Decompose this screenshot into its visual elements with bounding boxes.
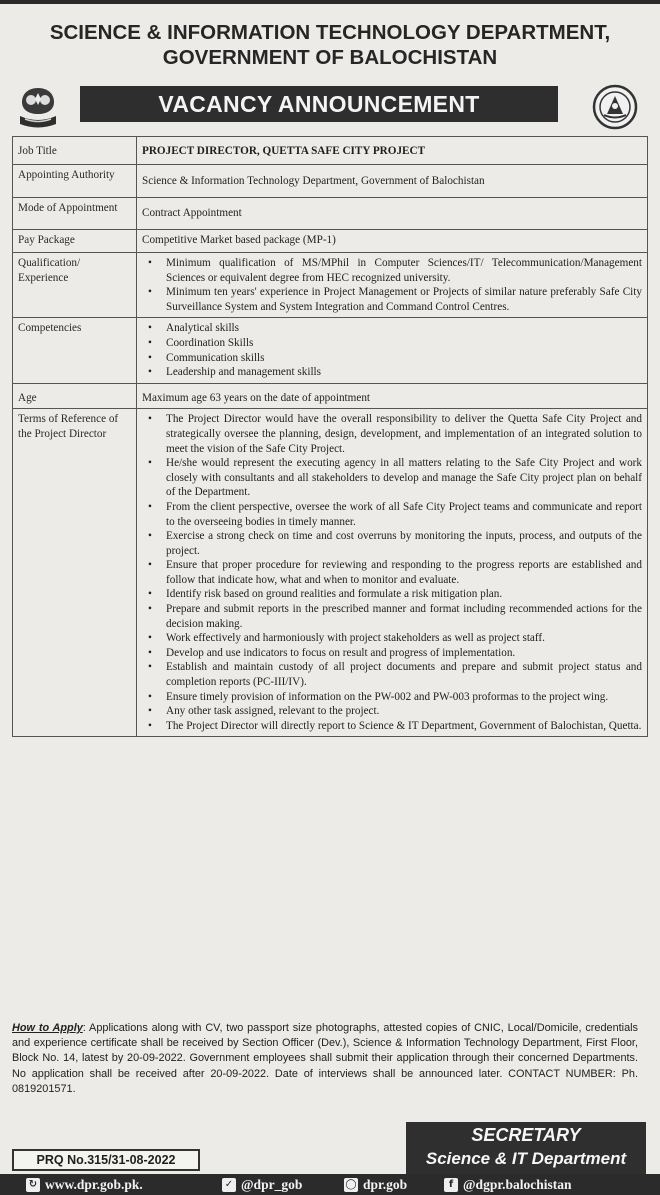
footer-bar: [0, 1174, 660, 1195]
facebook-icon: f: [444, 1178, 458, 1192]
footer-instagram[interactable]: [344, 1174, 407, 1195]
row-mode-of-appointment: [13, 198, 648, 230]
footer-website[interactable]: [26, 1174, 143, 1195]
pay-package-value: Competitive Market based package (MP-1): [137, 230, 648, 253]
qualification-cell: [137, 253, 648, 318]
instagram-icon: ◯: [345, 1178, 357, 1190]
list-item: • Ensure timely provision of information on the PW-002 and PW-003 proformas to the project wing.: [142, 690, 642, 705]
terms-list: [142, 412, 642, 733]
label-job-title: Job Title: [13, 137, 137, 165]
top-border: [0, 0, 660, 4]
twitter-handle: @dpr_gob: [241, 1177, 303, 1192]
signatory-department: Science & IT Department: [425, 1149, 627, 1168]
list-item: • Coordination Skills: [142, 336, 642, 351]
department-heading: [0, 20, 660, 70]
list-item: • Minimum ten years' experience in Project Management or Projects of similar nature preferably Safe City Surveillance System and System Integration and Command Control Centres.: [142, 285, 642, 314]
list-item: • The Project Director would have the overall responsibility to deliver the Quetta Safe City Project and strategically oversee the planning, design, development, and implementation of an integrated solution to meet the vision of the Safe City Project.: [142, 412, 642, 456]
list-item: • Minimum qualification of MS/MPhil in Computer Sciences/IT/ Telecommunication/Management Sciences or equivalent degree from HEC recognized university.: [142, 256, 642, 285]
list-item: • Work effectively and harmoniously with project stakeholders as well as project staff.: [142, 631, 642, 646]
footer-facebook[interactable]: [444, 1174, 571, 1195]
appointing-authority-value: Science & Information Technology Department, Government of Balochistan: [137, 165, 648, 198]
label-mode-of-appointment: Mode of Appointment: [13, 198, 137, 230]
label-qualification: Qualification/ Experience: [13, 253, 137, 318]
signatory-title: SECRETARY: [471, 1125, 581, 1145]
list-item: • Leadership and management skills: [142, 365, 642, 380]
row-job-title: [13, 137, 648, 165]
list-item: • Any other task assigned, relevant to the project.: [142, 704, 642, 719]
row-age: [13, 383, 648, 409]
list-item: • Ensure that proper procedure for reviewing and responding to the progress reports are established and follow that indicate how, what and when to monitor and evaluate.: [142, 558, 642, 587]
row-competencies: [13, 318, 648, 383]
list-item: • From the client perspective, oversee the work of all Safe City Project teams and communicate and report to the overseeing bodies in timely manner.: [142, 500, 642, 529]
list-item: • Exercise a strong check on time and cost overruns by monitoring the inputs, process, and outputs of the project.: [142, 529, 642, 558]
list-item: • Communication skills: [142, 351, 642, 366]
globe-icon: ↻: [26, 1178, 40, 1192]
label-terms-of-reference: Terms of Reference of the Project Director: [13, 409, 137, 737]
instagram-handle: dpr.gob: [363, 1177, 408, 1192]
job-title-value: PROJECT DIRECTOR, QUETTA SAFE CITY PROJECT: [137, 137, 648, 165]
vacancy-details-table: [12, 136, 648, 737]
label-appointing-authority: Appointing Authority: [13, 165, 137, 198]
row-appointing-authority: [13, 165, 648, 198]
signatory-block: [406, 1122, 646, 1174]
row-qualification: [13, 253, 648, 318]
age-value: Maximum age 63 years on the date of appointment: [137, 383, 648, 409]
label-competencies: Competencies: [13, 318, 137, 383]
list-item: • Prepare and submit reports in the prescribed manner and format including recommended actions for the decision making.: [142, 602, 642, 631]
label-age: Age: [13, 383, 137, 409]
list-item: • Develop and use indicators to focus on result and progress of implementation.: [142, 646, 642, 661]
terms-cell: [137, 409, 648, 737]
twitter-icon: ✓: [222, 1178, 236, 1192]
list-item: • He/she would represent the executing agency in all matters relating to the Safe City Project and work closely with consultants and all stakeholders to develop and manage the Safe City project plan on behalf of the Department.: [142, 456, 642, 500]
competencies-cell: [137, 318, 648, 383]
mode-of-appointment-value: Contract Appointment: [137, 198, 648, 230]
list-item: • Analytical skills: [142, 321, 642, 336]
list-item: • Identify risk based on ground realities and formulate a risk mitigation plan.: [142, 587, 642, 602]
how-to-apply-heading: How to Apply: [12, 1022, 83, 1034]
how-to-apply-paragraph: [12, 1021, 638, 1097]
row-pay-package: [13, 230, 648, 253]
list-item: • The Project Director will directly report to Science & IT Department, Government of Balochistan, Quetta.: [142, 719, 642, 734]
it-department-seal-icon: [592, 84, 638, 130]
list-item: • Establish and maintain custody of all project documents and prepare and submit project status and completion reports (PC-III/IV).: [142, 660, 642, 689]
qualification-list: [142, 256, 642, 314]
vacancy-banner: VACANCY ANNOUNCEMENT: [80, 86, 558, 122]
balochistan-emblem-icon: [14, 84, 62, 132]
competencies-list: [142, 321, 642, 379]
footer-twitter[interactable]: [222, 1174, 302, 1195]
heading-line-1: SCIENCE & INFORMATION TECHNOLOGY DEPARTMENT,: [49, 21, 611, 44]
heading-line-2: GOVERNMENT OF BALOCHISTAN: [162, 46, 498, 69]
row-terms-of-reference: [13, 409, 648, 737]
website-text: www.dpr.gob.pk.: [45, 1177, 143, 1192]
label-pay-package: Pay Package: [13, 230, 137, 253]
facebook-handle: @dgpr.balochistan: [463, 1177, 572, 1192]
how-to-apply-text: : Applications along with CV, two passport size photographs, attested copies of CNIC, Local/Domicile, credentials and experience certificate shall be received by Section Officer (Dev.), Science & Information Technology Department, First Floor, Block No. 14, latest by 20-09-2022. Government employees shall submit their application through their concerned Departments. No application shall be received after 20-09-2022. Date of interviews shall be announced later. CONTACT NUMBER: Ph. 0819201571.: [12, 1022, 638, 1095]
prq-number: PRQ No.315/31-08-2022: [12, 1149, 200, 1171]
